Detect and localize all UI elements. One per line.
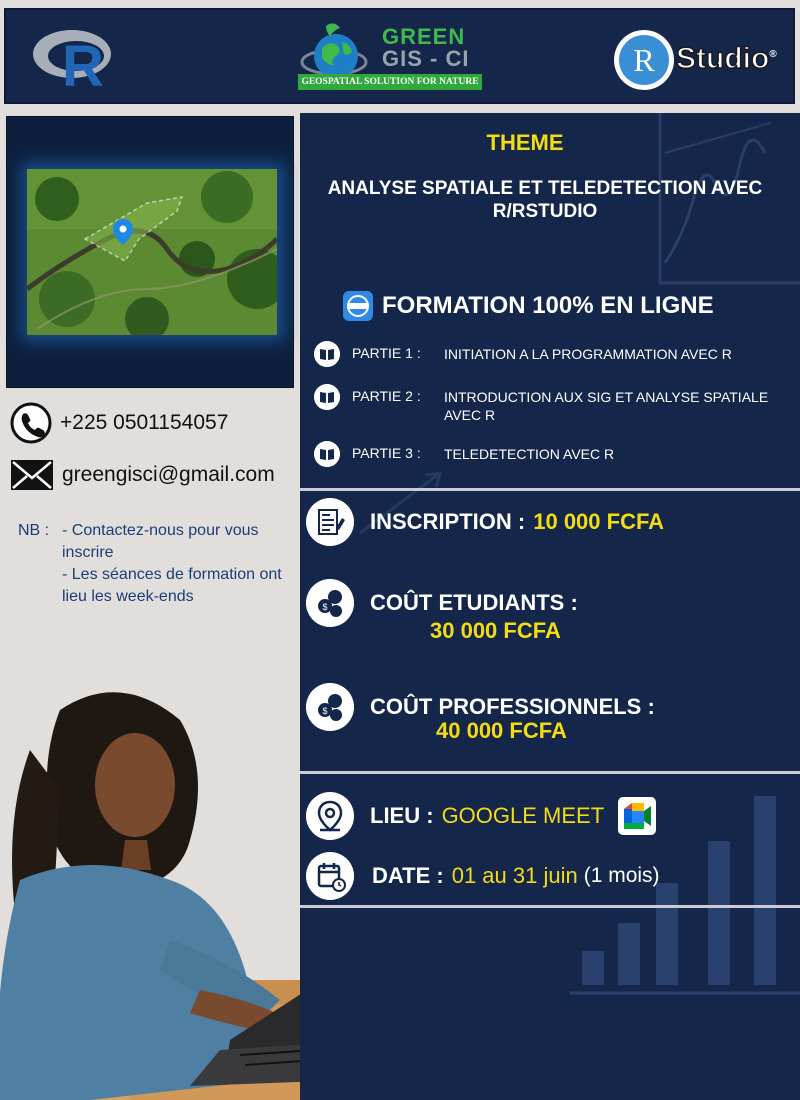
email-contact [10,458,275,492]
divider [300,905,800,908]
header-banner [4,8,795,104]
nb-line: - Contactez-nous pour vous inscrire [62,522,259,561]
students-value: 30 000 FCFA [430,618,561,643]
phone-icon [10,402,52,444]
nb-label: NB : [18,522,50,539]
professionals-label: COÛT PROFESSIONNELS : [370,694,655,719]
green-gis-subtitle: GIS - CI [382,46,470,71]
r-logo-letter: R [62,34,104,90]
part-number: PARTIE 1 : [352,345,421,361]
rstudio-logo [614,30,784,90]
book-icon [314,341,340,367]
date-duration: (1 mois) [583,864,660,887]
green-gis-title: GREEN [382,24,466,49]
inscription-value: 10 000 FCFA [533,509,665,534]
course-part [314,388,784,424]
phone-number[interactable]: +225 0501154057 [60,411,229,434]
envelope-icon [10,458,54,492]
location-label: LIEU : [370,803,434,828]
part-description: INTRODUCTION AUX SIG ET ANALYSE SPATIALE AVEC R [444,389,769,423]
online-format-text: FORMATION 100% EN LIGNE [382,292,714,319]
inscription-label: INSCRIPTION : [370,509,526,534]
date-value: 01 au 31 juin [451,863,578,888]
course-title: ANALYSE SPATIALE ET TELEDETECTION AVEC R/RSTUDIO [327,178,763,222]
location-pin-icon [306,792,354,840]
google-meet-icon [618,797,656,835]
aerial-landscape-image [27,169,277,335]
coins-icon [306,683,354,731]
date-label: DATE : [372,863,444,888]
part-number: PARTIE 2 : [352,388,421,404]
part-description: TELEDETECTION AVEC R [444,446,615,462]
inscription-row [306,498,664,546]
book-icon [314,384,340,410]
theme-label: THEME [486,130,564,155]
green-gis-logo [298,18,488,98]
svg-text:$: $ [322,706,328,716]
location-row [306,792,656,840]
rstudio-r-letter: R [619,35,669,85]
svg-text:$: $ [322,602,328,612]
rstudio-word-text: Studio [676,42,770,75]
book-icon [314,441,340,467]
location-value: GOOGLE MEET [441,803,605,828]
date-row [306,852,660,900]
aerial-photo-frame [6,116,294,388]
online-format-row [342,290,714,322]
professionals-value: 40 000 FCFA [436,718,567,743]
part-number: PARTIE 3 : [352,445,421,461]
divider [300,771,800,774]
online-badge-icon [342,290,374,322]
r-logo [32,24,116,90]
registration-form-icon [306,498,354,546]
phone-contact [10,402,228,444]
email-address[interactable]: greengisci@gmail.com [62,463,275,486]
rstudio-circle [614,30,674,90]
divider [300,488,800,491]
students-label: COÛT ETUDIANTS : [370,590,578,615]
green-gis-tagline: GEOSPATIAL SOLUTION FOR NATURE [298,74,482,90]
course-part [314,345,784,371]
rstudio-word [676,42,777,76]
rstudio-reg: ® [769,49,777,60]
nb-list [62,520,302,608]
course-part [314,445,784,471]
nb-line: - Les séances de formation ont lieu les week-ends [62,566,282,605]
calendar-icon [306,852,354,900]
course-info-panel [300,113,800,1100]
part-description: INITIATION A LA PROGRAMMATION AVEC R [444,346,732,362]
coins-icon [306,579,354,627]
